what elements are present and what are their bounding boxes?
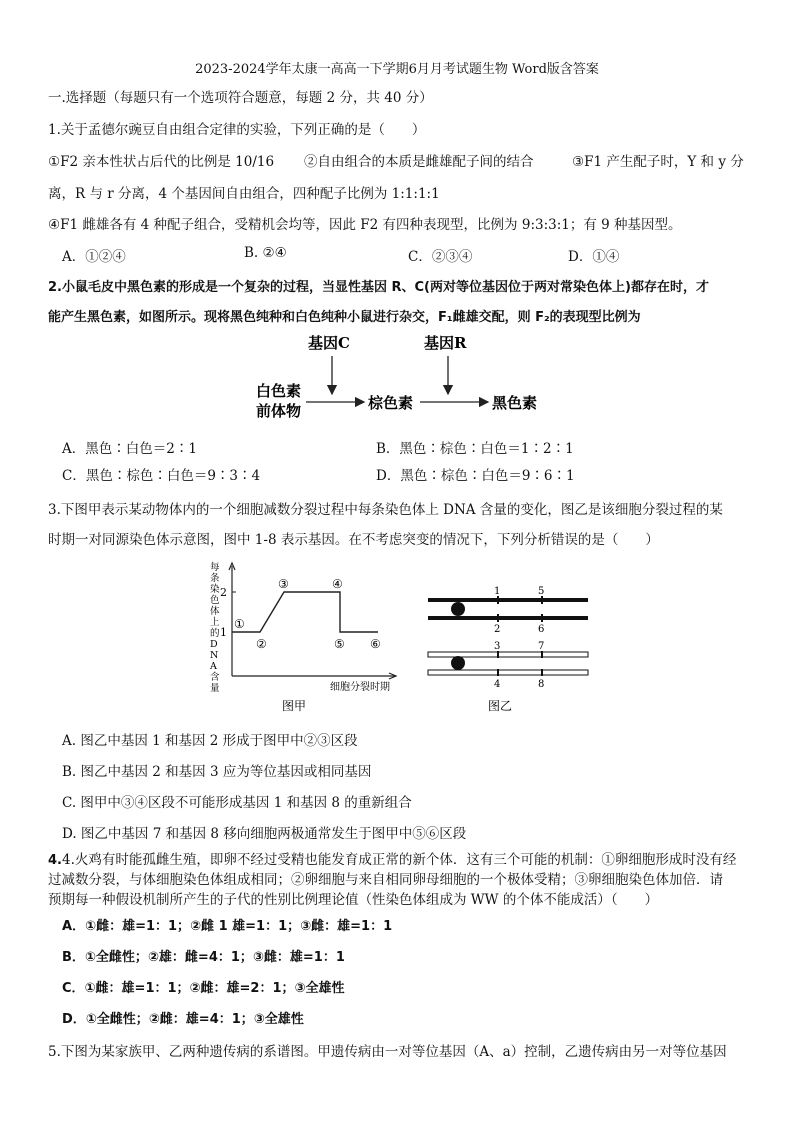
q2-option-a[interactable]: A．黑色∶白色＝2∶1: [62, 441, 197, 457]
point-4: ④: [332, 577, 343, 591]
q3-option-b[interactable]: B. 图乙中基因 2 和基因 3 应为等位基因或相同基因: [62, 764, 372, 780]
x-axis-label: 细胞分裂时期: [330, 682, 390, 693]
q1-option-a[interactable]: A．①②④: [62, 249, 126, 265]
gene-1: 1: [494, 586, 501, 597]
svg-text:染: 染: [210, 584, 220, 595]
svg-text:量: 量: [210, 683, 220, 694]
gene-7: 7: [538, 641, 545, 652]
q2-option-d[interactable]: D．黑色∶棕色∶白色＝9∶6∶1: [376, 468, 575, 484]
svg-text:A: A: [210, 661, 217, 672]
figure-jia-caption: 图甲: [282, 699, 307, 713]
svg-text:上: 上: [210, 617, 220, 628]
q3-stem-2: 时期一对同源染色体示意图，图中 1-8 表示基因。在不考虑突变的情况下，下列分析错误的是（ ）: [48, 532, 659, 548]
gene-8: 8: [538, 679, 545, 690]
q1-statement-3: ③F1 产生配子时，Y 和 y 分: [572, 154, 744, 170]
gene-c-label: 基因C: [308, 334, 350, 352]
q1-stem: 1.关于孟德尔豌豆自由组合定律的实验，下列正确的是（ ）: [48, 122, 426, 138]
brown-pigment-label: 棕色素: [368, 394, 414, 412]
page-title: 2023-2024学年太康一高高一下学期6月月考试题生物 Word版含答案: [195, 62, 599, 77]
svg-text:色: 色: [210, 595, 220, 606]
q3-option-d[interactable]: D. 图乙中基因 7 和基因 8 移向细胞两极通常发生于图甲中⑤⑥区段: [62, 826, 467, 842]
point-2: ②: [256, 637, 267, 651]
q5-stem-1: 5.下图为某家族甲、乙两种遗传病的系谱图。甲遗传病由一对等位基因（A、a）控制，乙遗传病由另一对等位基因: [48, 1044, 727, 1060]
chromatid-4: [428, 670, 588, 675]
q4-option-b[interactable]: B．①全雌性；②雄：雌=4：1；③雌：雄=1：1: [62, 950, 345, 965]
q4-stem-1: 4.4.火鸡有时能孤雌生殖，即卵不经过受精也能发育成正常的新个体．这有三个可能的机制：①卵细胞形成时没有经: [48, 852, 737, 868]
black-pigment-label: 黑色素: [492, 394, 538, 412]
point-5: ⑤: [334, 637, 345, 651]
gene-2: 2: [494, 624, 501, 635]
q4-stem-1-text: 4.火鸡有时能孤雌生殖，即卵不经过受精也能发育成正常的新个体．这有三个可能的机制：①卵细胞形成时没有经: [61, 852, 737, 868]
svg-text:的: 的: [210, 628, 220, 639]
gene-r-label: 基因R: [424, 334, 467, 352]
gene-3: 3: [494, 641, 501, 652]
q4-stem-3: 预期每一种假设机制所产生的子代的性别比例理论值（性染色体组成为 WW 的个体不能成活）（ ）: [48, 892, 659, 908]
q4-option-d[interactable]: D．①全雌性；②雌：雄=4：1；③全雄性: [62, 1012, 304, 1027]
q1-option-d[interactable]: D．①④: [568, 249, 620, 265]
figure-yi-chromosome-diagram: [424, 580, 594, 716]
q2-stem-1: 2.小鼠毛皮中黑色素的形成是一个复杂的过程，当显性基因 R、C(两对等位基因位于两对常染色体上)都存在时，才: [48, 280, 709, 295]
q3-option-a[interactable]: A. 图乙中基因 1 和基因 2 形成于图甲中②③区段: [62, 733, 358, 749]
pigment-pathway-diagram: [248, 330, 558, 430]
gene-4: 4: [494, 679, 501, 690]
svg-text:含: 含: [210, 672, 220, 683]
svg-text:条: 条: [210, 573, 220, 584]
chromatid-1: [428, 598, 588, 602]
q4-stem-2: 过减数分裂，与体细胞染色体组成相同；②卵细胞与来自相同卵母细胞的一个极体受精；③卵细胞染色体加倍．请: [48, 872, 723, 888]
q1-statement-3-cont: 离，R 与 r 分离，4 个基因间自由组合，四种配子比例为 1:1:1:1: [48, 186, 440, 202]
gene-5: 5: [538, 586, 545, 597]
point-6: ⑥: [370, 637, 381, 651]
white-precursor-label-2: 前体物: [256, 402, 302, 420]
svg-text:每: 每: [210, 562, 220, 573]
q2-option-b[interactable]: B．黑色∶棕色∶白色＝1∶2∶1: [376, 441, 574, 457]
dna-content-curve: [232, 592, 378, 632]
q1-statement-2: ②自由组合的本质是雌雄配子间的结合: [304, 154, 534, 170]
q4-option-a[interactable]: A．①雌：雄=1：1；②雌 1 雄=1：1；③雌：雄=1：1: [62, 919, 393, 934]
figure-yi-caption: 图乙: [488, 699, 513, 713]
centromere-lower: [451, 656, 465, 670]
section-heading: 一.选择题（每题只有一个选项符合题意，每题 2 分，共 40 分）: [48, 90, 433, 106]
q1-option-b[interactable]: B. ②④: [244, 245, 287, 261]
centromere-upper: [451, 602, 465, 616]
y-axis-label: [209, 561, 220, 694]
y-tick-2: 2: [220, 586, 227, 599]
white-precursor-label-1: 白色素: [256, 382, 302, 400]
svg-text:D: D: [210, 639, 218, 650]
svg-text:体: 体: [210, 606, 220, 617]
figure-jia-dna-graph: [200, 558, 410, 718]
chromatid-3: [428, 652, 588, 657]
point-1: ①: [234, 617, 245, 631]
q4-option-c[interactable]: C．①雌：雄=1：1；②雌：雄=2：1；③全雄性: [62, 981, 345, 996]
q1-statement-4: ④F1 雌雄各有 4 种配子组合，受精机会均等，因此 F2 有四种表现型，比例为 9:3:3:1；有 9 种基因型。: [48, 217, 682, 233]
gene-6: 6: [538, 624, 545, 635]
q2-option-c[interactable]: C．黑色∶棕色∶白色＝9∶3∶4: [62, 468, 261, 484]
q2-stem-2: 能产生黑色素，如图所示。现将黑色纯种和白色纯种小鼠进行杂交，F₁雌雄交配，则 F₂的表现型比例为: [48, 310, 641, 325]
svg-text:N: N: [210, 650, 219, 661]
point-3: ③: [278, 577, 289, 591]
chromatid-2: [428, 616, 588, 620]
q3-stem-1: 3.下图甲表示某动物体内的一个细胞减数分裂过程中每条染色体上 DNA 含量的变化，图乙是该细胞分裂过程的某: [48, 502, 723, 518]
q3-option-c[interactable]: C. 图甲中③④区段不可能形成基因 1 和基因 8 的重新组合: [62, 795, 412, 811]
y-tick-1: 1: [220, 626, 227, 639]
q1-statement-1: ①F2 亲本性状占后代的比例是 10/16: [48, 154, 275, 170]
q1-option-c[interactable]: C．②③④: [408, 249, 473, 265]
